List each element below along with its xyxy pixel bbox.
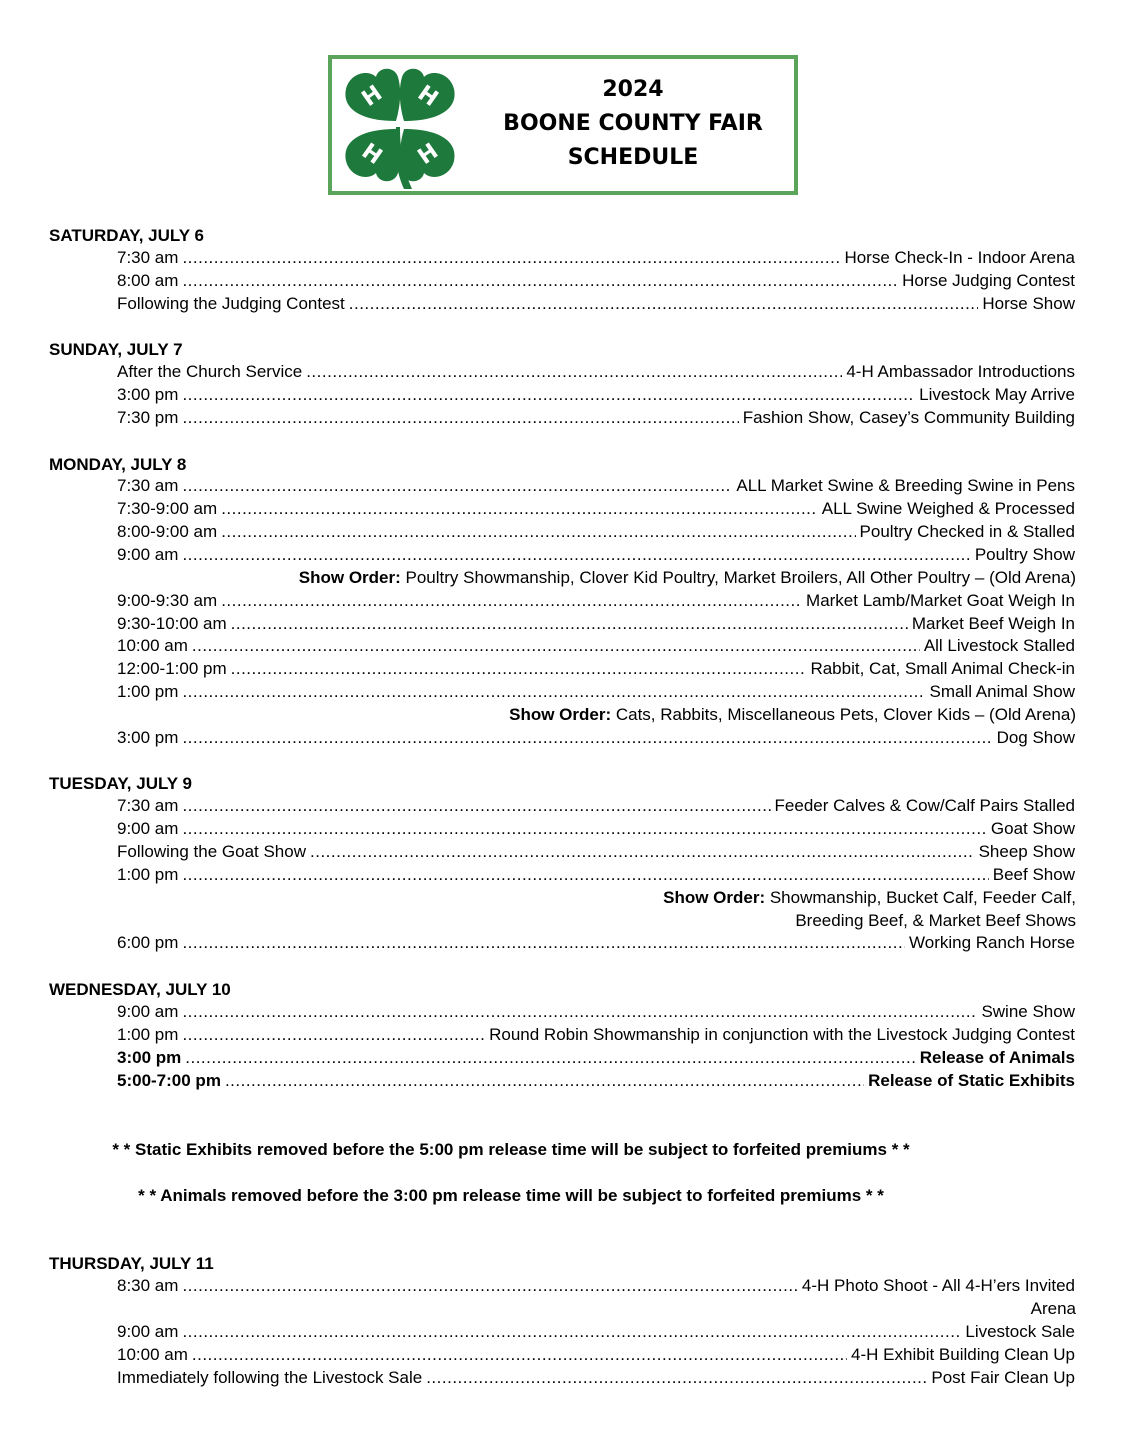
schedule-row: After the Church Service ..... 4-H Ambassador Introductions	[117, 361, 1075, 383]
schedule-row: Immediately following the Livestock Sale ..... Post Fair Clean Up	[117, 1367, 1075, 1389]
event-continued: Arena	[1030, 1299, 1076, 1318]
schedule-row: Following the Judging Contest ..... Horse Show	[117, 293, 1075, 315]
schedule-row: 9:00 am ..... Goat Show	[117, 818, 1075, 840]
schedule-row: 10:00 am ..... 4-H Exhibit Building Clean Up	[117, 1344, 1075, 1366]
schedule-row: 8:00-9:00 am ..... Poultry Checked in & Stalled	[117, 521, 1075, 543]
schedule-row: 6:00 pm ..... Working Ranch Horse	[117, 932, 1075, 954]
schedule-row: 7:30 pm ..... Fashion Show, Casey’s Community Building	[117, 407, 1075, 429]
title-banner	[328, 55, 798, 195]
day-heading-thursday: THURSDAY, JULY 11	[49, 1254, 214, 1273]
schedule-row: 7:30 am ..... Feeder Calves & Cow/Calf Pairs Stalled	[117, 795, 1075, 817]
warning-animals: * * Animals removed before the 3:00 pm release time will be subject to forfeited premiums * *	[138, 1186, 884, 1205]
schedule-row: 7:30-9:00 am ..... ALL Swine Weighed & Processed	[117, 498, 1075, 520]
show-order-note: Show Order: Showmanship, Bucket Calf, Feeder Calf,	[663, 888, 1076, 907]
show-order-note: Show Order: Cats, Rabbits, Miscellaneous Pets, Clover Kids – (Old Arena)	[509, 705, 1076, 724]
schedule-row: 7:30 am ..... ALL Market Swine & Breeding Swine in Pens	[117, 475, 1075, 497]
svg-text:H: H	[356, 138, 387, 170]
warning-static-exhibits: * * Static Exhibits removed before the 5:00 pm release time will be subject to forfeited premiums * *	[112, 1140, 910, 1159]
schedule-row: 3:00 pm ..... Livestock May Arrive	[117, 384, 1075, 406]
schedule-label: SCHEDULE	[567, 145, 699, 170]
schedule-row: 3:00 pm ..... Dog Show	[117, 727, 1075, 749]
schedule-row: 9:00 am ..... Livestock Sale	[117, 1321, 1075, 1343]
schedule-row: 8:00 am ..... Horse Judging Contest	[117, 270, 1075, 292]
schedule-row: 10:00 am ..... All Livestock Stalled	[117, 635, 1075, 657]
svg-text:H: H	[357, 80, 388, 112]
day-heading-saturday: SATURDAY, JULY 6	[49, 226, 204, 245]
schedule-row: 9:00-9:30 am ..... Market Lamb/Market Goat Weigh In	[117, 590, 1075, 612]
show-order-note: Show Order: Poultry Showmanship, Clover Kid Poultry, Market Broilers, All Other Poultry – (Old Arena)	[298, 568, 1076, 587]
schedule-row: 1:00 pm ..... Beef Show	[117, 864, 1075, 886]
schedule-row: Following the Goat Show ..... Sheep Show	[117, 841, 1075, 863]
schedule-row: 5:00-7:00 pm ..... Release of Static Exhibits	[117, 1070, 1075, 1092]
day-heading-sunday: SUNDAY, JULY 7	[49, 340, 183, 359]
day-heading-tuesday: TUESDAY, JULY 9	[49, 774, 192, 793]
day-heading-wednesday: WEDNESDAY, JULY 10	[49, 980, 231, 999]
schedule-row: 8:30 am ..... 4-H Photo Shoot - All 4-H’ers Invited	[117, 1275, 1075, 1297]
schedule-row: 7:30 am ..... Horse Check-In - Indoor Arena	[117, 247, 1075, 269]
schedule-row: 9:00 am ..... Poultry Show	[117, 544, 1075, 566]
4-h-clover-icon	[338, 63, 462, 189]
schedule-row: 12:00-1:00 pm ..... Rabbit, Cat, Small Animal Check-in	[117, 658, 1075, 680]
schedule-row: 3:00 pm ..... Release of Animals	[117, 1047, 1075, 1069]
fair-title: BOONE COUNTY FAIR	[503, 111, 763, 136]
schedule-row: 1:00 pm ..... Small Animal Show	[117, 681, 1075, 703]
schedule-row: 9:00 am ..... Swine Show	[117, 1001, 1075, 1023]
year: 2024	[602, 77, 664, 102]
show-order-note-continued: Breeding Beef, & Market Beef Shows	[795, 911, 1076, 930]
day-heading-monday: MONDAY, JULY 8	[49, 455, 187, 474]
schedule-row: 1:00 pm ..... Round Robin Showmanship in conjunction with the Livestock Judging Contest	[117, 1024, 1075, 1046]
schedule-row: 9:30-10:00 am ..... Market Beef Weigh In	[117, 613, 1075, 635]
svg-text:H: H	[413, 138, 444, 170]
svg-text:H: H	[412, 80, 443, 112]
banner-title	[482, 73, 784, 175]
